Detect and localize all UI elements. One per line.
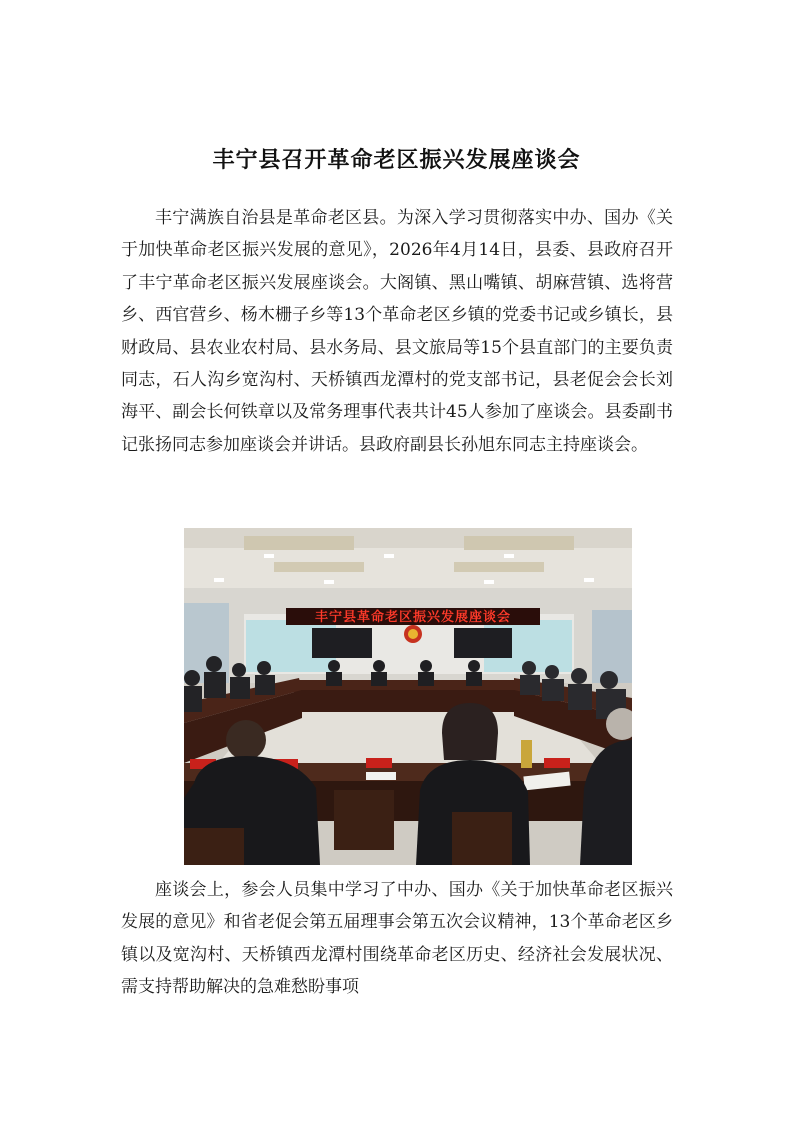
meeting-photo xyxy=(184,528,632,865)
paragraph-discussion: 座谈会上，参会人员集中学习了中办、国办《关于加快革命老区振兴发展的意见》和省老促会第五届理事会第五次会议精神，13个革命老区乡镇以及宽沟村、天桥镇西龙潭村围绕革命老区历史、经济社会发展状况、需支持帮助解决的急难愁盼事项 xyxy=(121,880,673,998)
document-title: 丰宁县召开革命老区振兴发展座谈会 xyxy=(212,148,581,173)
paragraph-intro: 丰宁满族自治县是革命老区县。为深入学习贯彻落实中办、国办《关于加快革命老区振兴发展的意见》，2026年4月14日，县委、县政府召开了丰宁革命老区振兴发展座谈会。大阁镇、黑山嘴镇、胡麻营镇、选将营乡、西官营乡、杨木栅子乡等13个革命老区乡镇的党委书记或乡镇长，县财政局、县农业农村局、县水务局、县文旅局等15个县直部门的主要负责同志，石人沟乡宽沟村、天桥镇西龙潭村的党支部书记，县老促会会长刘海平、副会长何铁章以及常务理事代表共计45人参加了座谈会。县委副书记张扬同志参加座谈会并讲话。县政府副县长孙旭东同志主持座谈会。 xyxy=(121,208,673,455)
banner-text: 丰宁县革命老区振兴发展座谈会 xyxy=(314,610,512,625)
